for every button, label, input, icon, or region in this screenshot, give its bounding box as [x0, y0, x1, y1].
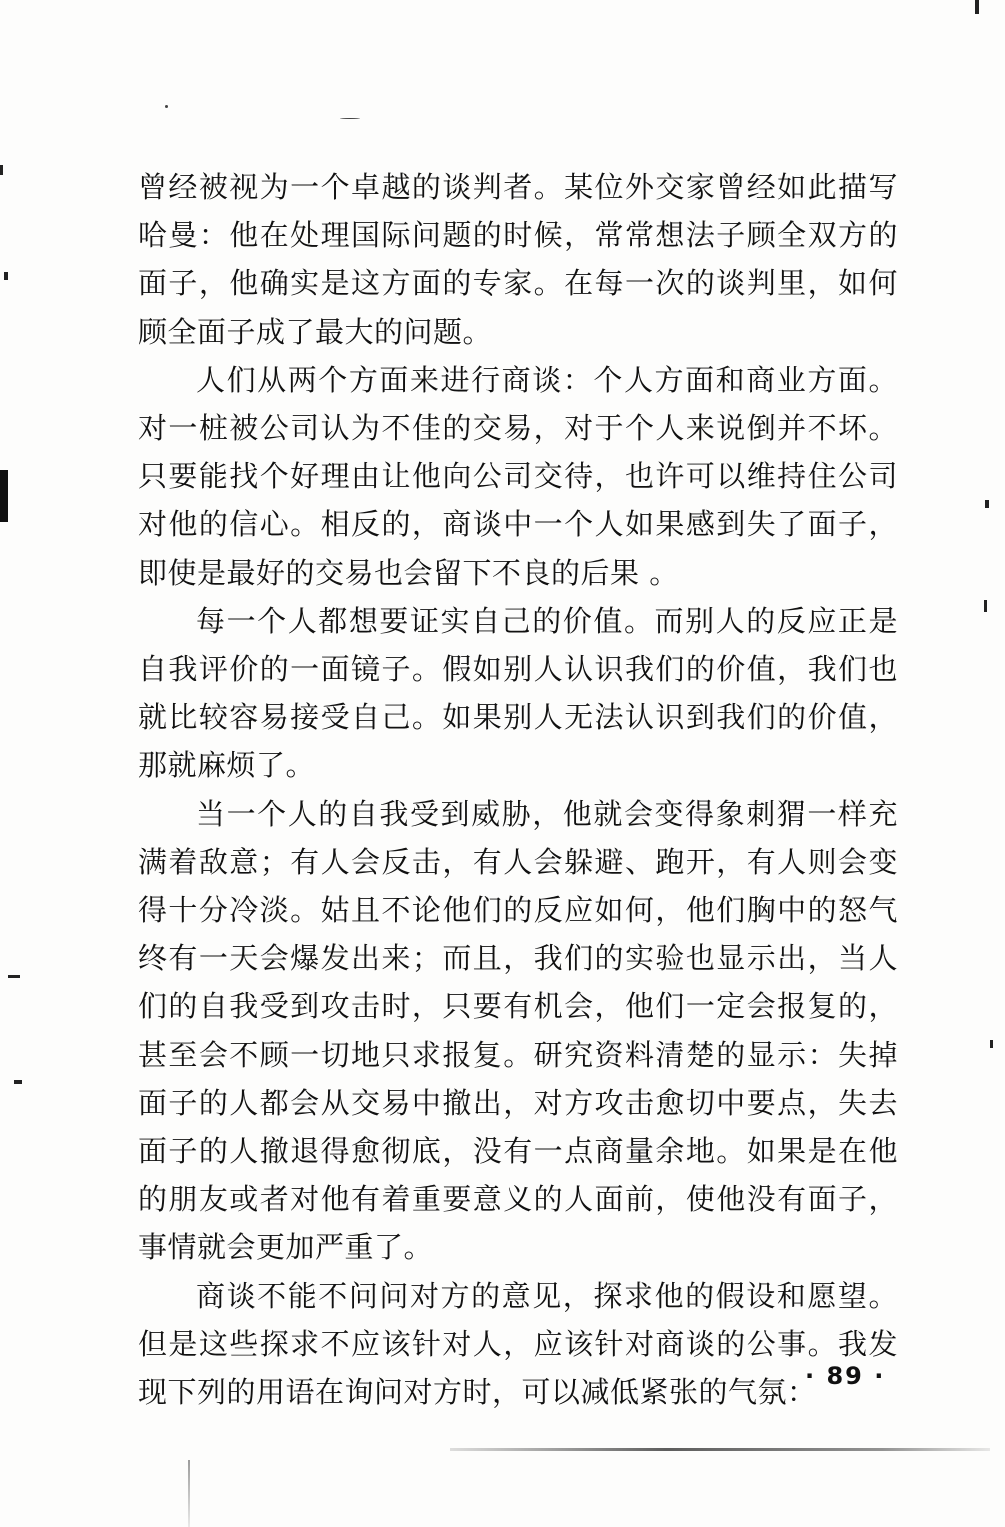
scan-speck	[165, 105, 168, 108]
page-number: · 89 ·	[805, 1362, 886, 1390]
scan-speck	[14, 1080, 22, 1084]
paragraph-4: 当一个人的自我受到威胁，他就会变得象刺猬一样充满着敌意；有人会反击，有人会躲避、跑开，有人则会变得十分冷淡。姑且不论他们的反应如何，他们胸中的怒气终有一天会爆发出来；而且，我们的实验也显示出，当人们的自我受到攻击时，只要有机会，他们一定会报复的，甚至会不顾一切地只求报复。研究资料清楚的显示：失掉面子的人都会从交易中撤出，对方攻击愈切中要点，失去面子的人撤退得愈彻底，没有一点商量余地。如果是在他的朋友或者对他有着重要意义的人面前，使他没有面子，事情就会更加严重了。	[138, 796, 898, 1265]
scan-speck	[985, 500, 989, 508]
scan-speck	[8, 975, 20, 978]
body-text	[138, 163, 898, 1416]
scan-speck	[975, 0, 979, 14]
binding-shadow	[0, 470, 8, 522]
scan-speck	[4, 272, 8, 280]
paragraph-5: 商谈不能不问问对方的意见，探求他的假设和愿望。但是这些探求不应该针对人，应该针对商谈的公事。我发现下列的用语在询问对方时，可以减低紧张的气氛：	[138, 1278, 898, 1410]
scan-edge-mark	[188, 1460, 190, 1527]
paragraph-2: 人们从两个方面来进行商谈：个人方面和商业方面。对一桩被公司认为不佳的交易，对于个人来说倒并不坏。只要能找个好理由让他向公司交待，也许可以维持住公司对他的信心。相反的，商谈中一个人如果感到失了面子，即使是最好的交易也会留下不良的后果 。	[138, 362, 898, 590]
scan-speck	[340, 118, 360, 119]
paragraph-1: 曾经被视为一个卓越的谈判者。某位外交家曾经如此描写哈曼：他在处理国际问题的时候，常常想法子顾全双方的面子，他确实是这方面的专家。在每一次的谈判里，如何顾全面子成了最大的问题。	[138, 170, 898, 349]
scan-speck	[984, 600, 987, 612]
paragraph-3: 每一个人都想要证实自己的价值。而别人的反应正是自我评价的一面镜子。假如别人认识我们的价值，我们也就比较容易接受自己。如果别人无法认识到我们的价值，那就麻烦了。	[138, 603, 898, 783]
scan-speck	[990, 1040, 993, 1048]
scan-speck	[0, 165, 3, 175]
scan-edge-line	[450, 1448, 990, 1451]
